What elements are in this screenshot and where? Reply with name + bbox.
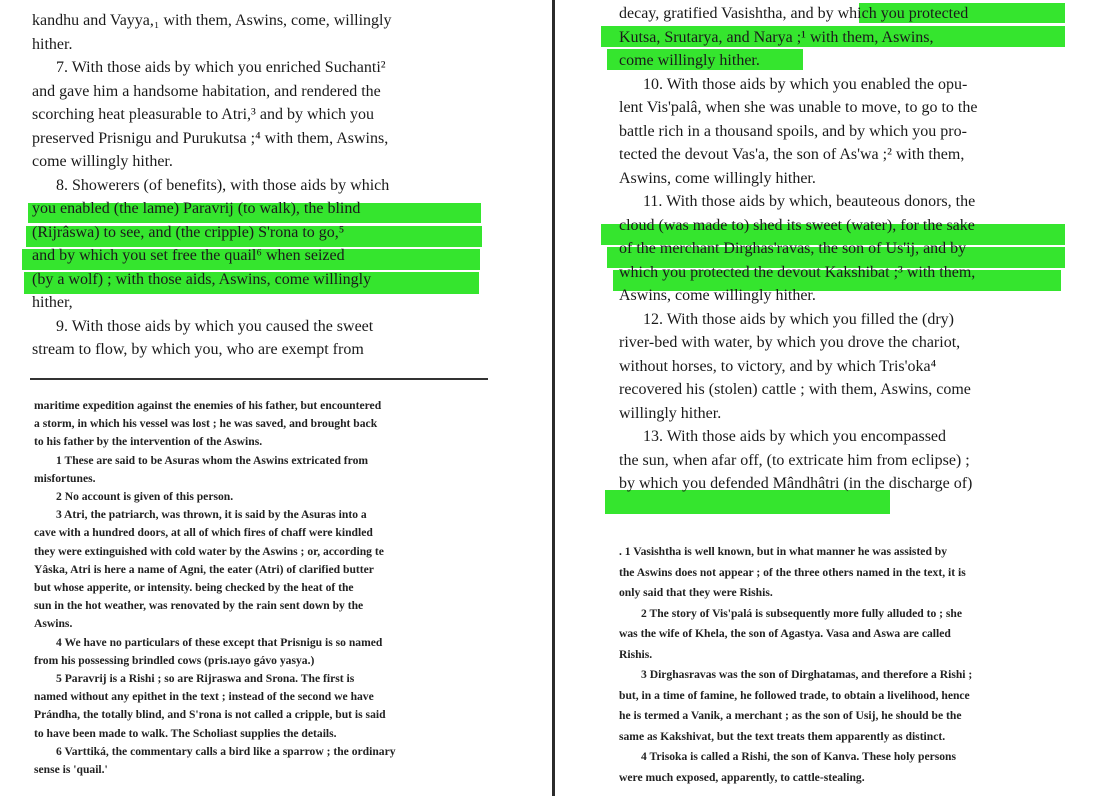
footnote-line: 2 No account is given of this person.: [56, 490, 234, 504]
right-page: [557, 0, 1100, 796]
text-line: by which you defended Mândhâtri (in the discharge of): [619, 475, 973, 492]
text-line: 9. With those aids by which you caused the sweet: [56, 317, 374, 335]
footnote-line: to his father by the intervention of the Aswins.: [34, 435, 263, 449]
footnote-line: Aswins.: [34, 617, 73, 631]
footnote-line: Prándha, the totally blind, and S'rona is not called a cripple, but is said: [34, 708, 386, 722]
text-line: you enabled (the lame) Paravrij (to walk), the blind: [32, 200, 361, 217]
text-line: preserved Prisnigu and Purukutsa ;⁴ with them, Aswins,: [32, 129, 389, 147]
footnote-line: misfortunes.: [34, 471, 96, 485]
footnote-line: but, in a time of famine, he followed trade, to obtain a livelihood, hence: [619, 688, 970, 702]
text-line: recovered his (stolen) cattle ; with them, Aswins, come: [619, 381, 971, 398]
footnote-line: maritime expedition against the enemies of his father, but encountered: [34, 399, 382, 412]
footnote-line: same as Kakshivat, but the text treats them apparently as distinct.: [619, 729, 946, 743]
text-line: hither.: [32, 35, 73, 53]
text-line: kandhu and Vayya,₁ with them, Aswins, come, willingly: [32, 12, 392, 29]
footnote-line: 3 Atri, the patriarch, was thrown, it is said by the Asuras into a: [56, 508, 367, 522]
text-line: cloud (was made to) shed its sweet (water), for the sake: [619, 216, 975, 234]
text-line: willingly hither.: [619, 404, 722, 422]
footnote-line: only said that they were Rishis.: [619, 586, 773, 599]
text-line: 11. With those aids by which, beauteous donors, the: [643, 193, 976, 210]
text-line: (by a wolf) ; with those aids, Aswins, come willingly: [32, 270, 372, 288]
text-line: come willingly hither.: [619, 52, 760, 69]
text-line: of the merchant Dirghas'ravas, the son of Us'ij, and by: [619, 240, 967, 257]
footnote-line: he is termed a Vanik, a merchant ; as the son of Usij, he should be the: [619, 709, 962, 722]
footnote-line: 4 We have no particulars of these except that Prisnigu is so named: [56, 635, 383, 649]
footnote-line: cave with a hundred doors, at all of which fires of chaff were kindled: [34, 526, 373, 540]
footnote-line: Rishis.: [619, 647, 653, 661]
text-line: 12. With those aids by which you filled the (dry): [643, 310, 955, 328]
text-line: and gave him a handsome habitation, and rendered the: [32, 82, 381, 100]
text-line: decay, gratified Vasishtha, and by which you protected: [619, 5, 969, 22]
text-line: Kutsa, Srutarya, and Narya ;¹ with them, Aswins,: [619, 28, 934, 46]
text-line: battle rich in a thousand spoils, and by which you pro-: [619, 122, 967, 140]
text-line: (Rijrâswa) to see, and (the cripple) S'rona to go,⁵: [32, 223, 345, 241]
footnote-line: sun in the hot weather, was renovated by the rain sent down by the: [34, 599, 364, 613]
footnote-line: named without any epithet in the text ; instead of the second we have: [34, 690, 374, 704]
text-line: river-bed with water, by which you drove the chariot,: [619, 334, 961, 351]
body-text: [32, 9, 391, 362]
footnote-line: they were extinguished with cold water by the Aswins ; or, according te: [34, 544, 384, 558]
footnotes: [619, 542, 972, 788]
text-line: which you protected the devout Kakshibat ;³ with them,: [619, 263, 976, 281]
footnote-line: a storm, in which his vessel was lost ; he was saved, and brought back: [34, 417, 378, 431]
footnote-line: 1 These are said to be Asuras whom the Aswins extricated from: [56, 453, 369, 467]
footnote-rule: [30, 378, 488, 380]
footnote-line: the Aswins does not appear ; of the three others named in the text, it is: [619, 565, 966, 579]
footnote-line: Yâska, Atri is here a name of Agni, the eater (Atri) of clarified butter: [34, 562, 374, 576]
footnote-line: 5 Paravrij is a Rishi ; so are Rijraswa and Srona. The first is: [56, 672, 355, 686]
footnote-line: was the wife of Khela, the son of Agastya. Vasa and Aswa are called: [619, 627, 951, 640]
text-line: 7. With those aids by which you enriched Suchanti²: [56, 59, 386, 76]
text-line: scorching heat pleasurable to Atri,³ and by which you: [32, 106, 375, 123]
footnotes: [34, 397, 396, 779]
footnote-line: sense is 'quail.': [34, 763, 108, 777]
page-gutter-divider: [552, 0, 555, 796]
body-text: [619, 2, 977, 496]
footnote-line: but whose apperite, or intensity. being checked by the heat of the: [34, 581, 354, 595]
text-line: come willingly hither.: [32, 153, 173, 170]
footnote-line: 6 Varttiká, the commentary calls a bird like a sparrow ; the ordinary: [56, 744, 396, 758]
text-line: Aswins, come willingly hither.: [619, 287, 816, 304]
text-line: stream to flow, by which you, who are exempt from: [32, 341, 364, 358]
text-line: Aswins, come willingly hither.: [619, 169, 816, 187]
footnote-line: to have been made to walk. The Scholiast supplies the details.: [34, 726, 337, 740]
footnote-line: 4 Trisoka is called a Rishi, the son of Kanva. These holy persons: [641, 750, 957, 763]
footnote-line: 2 The story of Vis'palá is subsequently more fully alluded to ; she: [641, 606, 963, 620]
text-line: without horses, to victory, and by which Tris'oka⁴: [619, 357, 937, 375]
text-line: tected the devout Vas'a, the son of As'wa ;² with them,: [619, 146, 965, 163]
text-line: 8. Showerers (of benefits), with those aids by which: [56, 176, 390, 194]
footnote-line: were much exposed, apparently, to cattle-stealing.: [619, 770, 865, 784]
footnote-line: . 1 Vasishtha is well known, but in what manner he was assisted by: [619, 545, 948, 558]
text-line: lent Vis'palâ, when she was unable to move, to go to the: [619, 99, 978, 116]
footnote-line: 3 Dirghasravas was the son of Dirghatamas, and therefore a Rishi ;: [641, 668, 973, 681]
footnote-line: from his possessing brindled cows (pris.ıayo gávo yasya.): [34, 653, 315, 667]
text-line: hither,: [32, 294, 73, 311]
text-line: the sun, when afar off, (to extricate him from eclipse) ;: [619, 451, 970, 469]
text-line: 13. With those aids by which you encompassed: [643, 428, 947, 445]
text-line: and by which you set free the quail⁶ when seized: [32, 247, 345, 264]
text-line: 10. With those aids by which you enabled the opu-: [643, 75, 968, 93]
